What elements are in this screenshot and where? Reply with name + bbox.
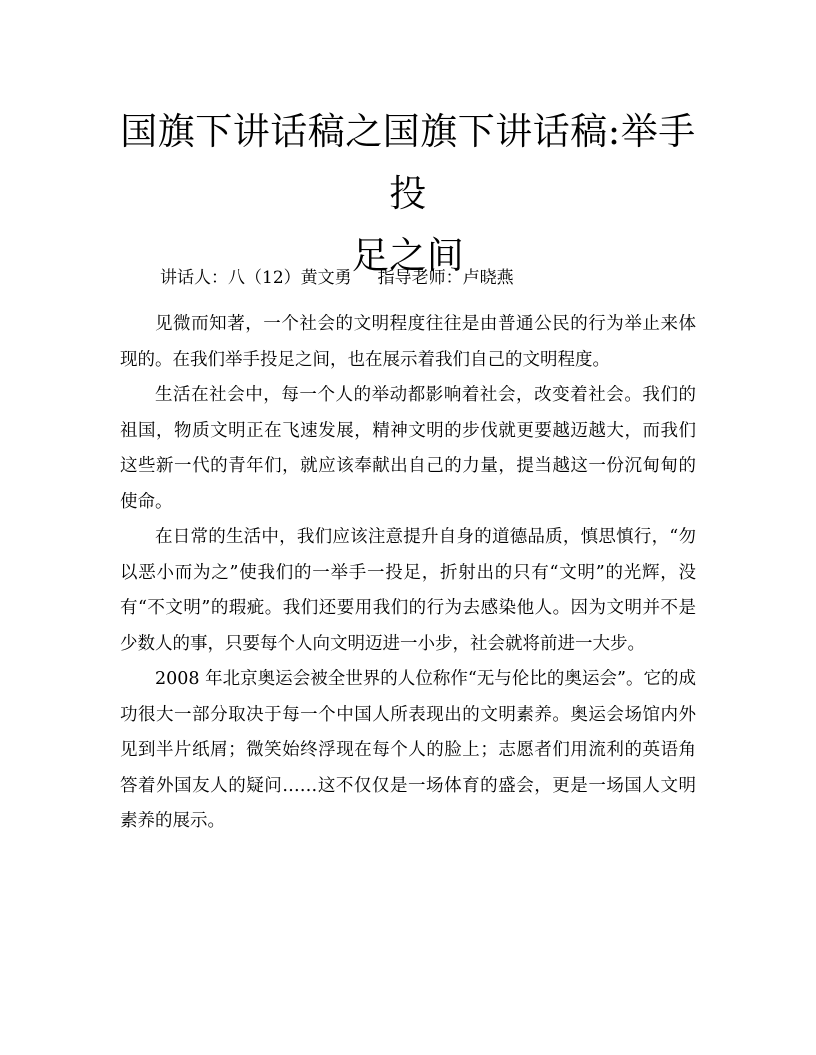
paragraph: 生活在社会中，每一个人的举动都影响着社会，改变着社会。我们的祖国，物质文明正在飞速发展，精神文明的步伐就更要越迈越大，而我们这些新一代的青年们，就应该奉献出自己的力量，提当越这一份沉甸甸的使命。 — [120, 385, 696, 512]
speaker-label: 讲话人：八（12）黄文勇 — [160, 268, 352, 288]
paragraph: 2008 年北京奥运会被全世界的人位称作“无与伦比的奥运会”。它的成功很大一部分取决于每一个中国人所表现出的文明素养。奥运会场馆内外见到半片纸屑；微笑始终浮现在每个人的脸上；志愿者们用流利的英语角答着外国友人的疑问……这不仅仅是一场体育的盛会，更是一场国人文明素养的展示。 — [120, 669, 696, 831]
paragraph: 见微而知著，一个社会的文明程度往往是由普通公民的行为举止来体现的。在我们举手投足之间，也在展示着我们自己的文明程度。 — [120, 314, 696, 370]
speech-body — [120, 307, 696, 840]
speaker-info — [160, 266, 514, 290]
advisor-label: 指导老师：卢晓燕 — [377, 268, 514, 288]
title-line-1: 国旗下讲话稿之国旗下讲话稿:举手投 — [120, 110, 696, 215]
title-line-2: 足之间 — [351, 234, 465, 277]
paragraph: 在日常的生活中，我们应该注意提升自身的道德品质，慎思慎行，“勿以恶小而为之”使我们的一举手一投足，折射出的只有“文明”的光辉，没有“不文明”的瑕疵。我们还要用我们的行为去感染他人。因为文明并不是少数人的事，只要每个人向文明迈进一小步，社会就将前进一大步。 — [120, 527, 696, 654]
document-title — [112, 101, 704, 287]
